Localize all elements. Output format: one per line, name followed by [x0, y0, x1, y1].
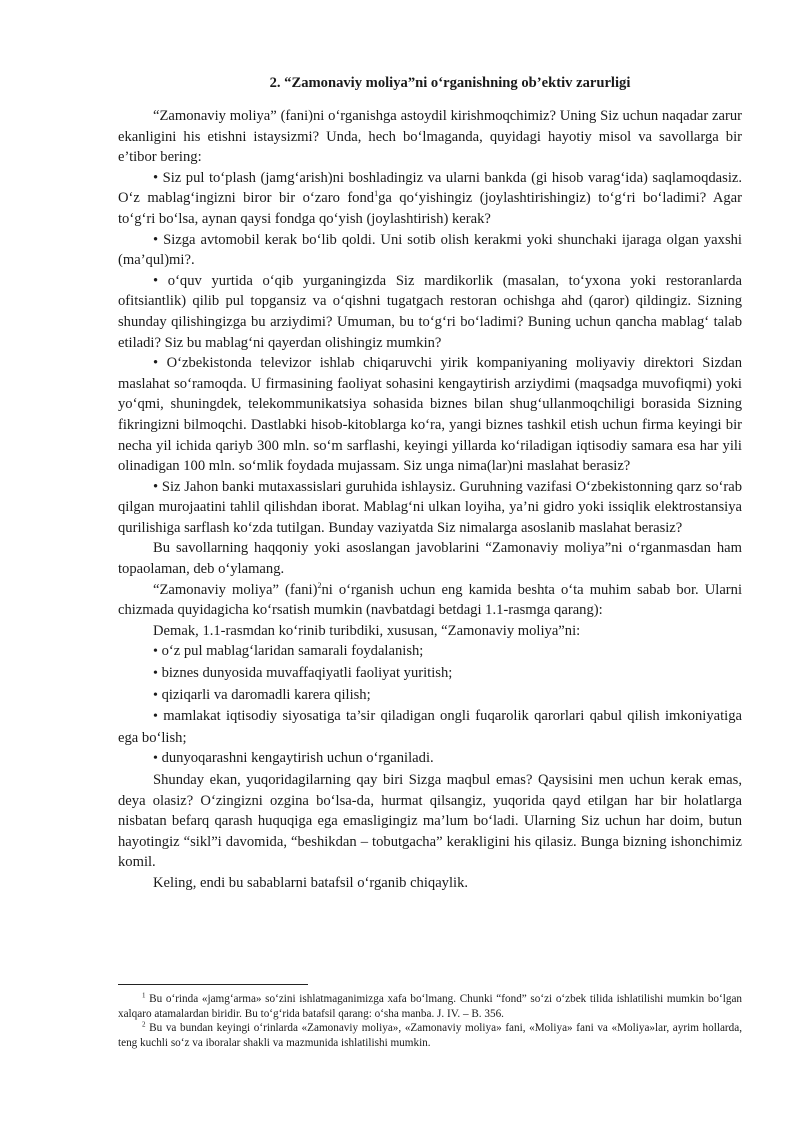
list-item-text: biznes dunyosida muvaffaqiyatli faoliyat yuritish;	[161, 665, 453, 682]
question-world-bank: • Siz Jahon banki mutaxassislari guruhida ishlaysiz. Guruhning vazifasi O‘zbekistonning qarz so‘rab qilgan murojaatini tahlil qilishdan iborat. Mablag‘ni ulkan loyiha, ya’ni gidro yoki issiqlik elektrostansiya qurilishiga sarflash ko‘zda tutilgan. Bunday vaziyatda Siz nimalarga asoslanib maslahat berasiz?	[118, 478, 742, 536]
demak-paragraph: Demak, 1.1-rasmdan ko‘rinib turibdiki, xususan, “Zamonaviy moliya”ni:	[153, 622, 581, 639]
footnote-2-text: Bu va bundan keyingi o‘rinlarda «Zamonaviy moliya», «Zamonaviy moliya» fani, «Moliya» fani va «Moliya»lar, ayrim hollarda, teng kuchli so‘z va iboralar shakli va mazmunida ishlatilishi mumkin.	[118, 1022, 742, 1049]
list-item	[118, 663, 742, 685]
list-item	[118, 706, 742, 748]
footnote-1	[118, 992, 742, 1021]
shunday-paragraph: Shunday ekan, yuqoridagilarning qay biri Sizga maqbul emas? Qaysisini men uchun kerak emas, deya olasiz? O‘zingizni ozgina bo‘lsa-da, hurmat qilsangiz, yuqorida qayd etilgan har bir holatlarga nisbatan befarq qarash huquqiga ega emasligingiz ma’lum bo‘ladi. Ularning Siz uchun har doim, butun hayotingiz “sikl”i davomida, “beshikdan – tobutgacha” kerakligini his qilasiz. Bunga bizning ishonchimiz komil.	[118, 772, 742, 871]
question-savings-text-a: • Siz pul to‘plash (jamg‘arish)ni boshladingiz va ularni bankda (gi hisob varag‘ida) saqlamoqdasiz. O‘z mablag‘ingizni biror bir o‘zaro fond	[118, 169, 742, 207]
list-item-text: dunyoqarashni kengaytirish uchun o‘rganiladi.	[161, 750, 434, 767]
bullet-icon: •	[153, 644, 158, 660]
footnote-1-marker: 1	[142, 991, 146, 1000]
list-item-text: o‘z pul mablag‘laridan samarali foydalanish;	[161, 643, 424, 660]
reasons-paragraph	[118, 580, 742, 621]
question-tv-company: • O‘zbekistonda televizor ishlab chiqaruvchi yirik kompaniyaning moliyaviy direktori Sizdan maslahat so‘ramoqda. U firmasining faoliyat sohasini kengaytirish arziydimi (maqsadga muvofiqmi) yoki yo‘qmi, shuningdek, telekommunikatsiya sohasida biznes bilan shug‘ullanmoqchiligi borasida Sizning fikringizni bilmoqchi. Dastlabki hisob-kitoblarga ko‘ra, yangi biznes tashkil etish uchun firma keyingi bir necha yil ichida qariyb 300 mln. so‘m sarflashi, keyingi yillarda ko‘riladigan iqtisodiy samara esa har yili olinadigan 100 mln. so‘mlik foydada mujassam. Siz unga nima(lar)ni maslahat berasiz?	[118, 355, 742, 475]
question-savings-text-b: ga qo‘yishingiz (joylashtirishingiz) to‘g‘ri bo‘ladimi? Agar to‘g‘ri bo‘lsa, aynan qaysi fondga qo‘yish (joylashtirish) kerak?	[118, 190, 742, 227]
footnote-1-text: Bu o‘rinda «jamg‘arma» so‘zini ishlatmaganimizga xafa bo‘lmang. Chunki “fond” so‘zi o‘zbek tilida ishlatilishi mumkin bo‘lgan xalqaro atamalardan biridir. Bu to‘g‘rida batafsil qarang: o‘sha manba. J. IV. – B. 356.	[118, 993, 742, 1020]
intro-paragraph: “Zamonaviy moliya” (fani)ni o‘rganishga astoydil kirishmoqchimiz? Uning Siz uchun naqadar zarur ekanligini his etishni istaysizmi? Unda, hech bo‘lmaganda, quyidagi hayotiy misol va savollarga bir e’tibor bering:	[118, 108, 742, 166]
question-car: • Sizga avtomobil kerak bo‘lib qoldi. Uni sotib olish kerakmi yoki shunchaki ijaraga olgan yaxshi (ma’qul)mi?.	[118, 231, 742, 269]
footnote-2	[118, 1021, 742, 1050]
reasons-text-a: “Zamonaviy moliya” (fani)	[153, 581, 318, 598]
footnote-ref-2[interactable]: 2	[317, 580, 322, 590]
list-item-text: qiziqarli va daromadli karera qilish;	[161, 686, 371, 703]
section-heading: 2. “Zamonaviy moliya”ni o‘rganishning ob’ektiv zarurligi	[269, 75, 631, 91]
document-body	[118, 72, 742, 894]
footnotes	[118, 992, 742, 1050]
footnote-separator	[118, 984, 308, 985]
list-item-text: mamlakat iqtisodiy siyosatiga ta’sir qiladigan ongli fuqarolik qarorlari qabul qilish imkoniyatiga ega bo‘lish;	[118, 708, 742, 746]
bullet-icon: •	[153, 751, 158, 767]
answers-paragraph: Bu savollarning haqqoniy yoki asoslangan javoblarini “Zamonaviy moliya”ni o‘rganmasdan ham topaolaman, deb o‘ylamang.	[118, 540, 742, 578]
closing-paragraph: Keling, endi bu sabablarni batafsil o‘rganib chiqaylik.	[153, 874, 469, 891]
bullet-icon: •	[153, 666, 158, 682]
list-item	[118, 641, 742, 663]
reasons-text-b: ni o‘rganish uchun eng kamida beshta o‘ta muhim sabab bor. Ularni chizmada quyidagicha ko‘rsatish mumkin (navbatdagi betdagi 1.1-rasmga qarang):	[118, 581, 743, 619]
bullet-icon: •	[153, 709, 158, 725]
list-item	[118, 748, 742, 770]
bullet-icon: •	[153, 687, 158, 703]
footnote-ref-1[interactable]: 1	[374, 189, 379, 199]
footnote-2-marker: 2	[142, 1020, 146, 1029]
list-item	[118, 685, 742, 707]
question-restaurant: • o‘quv yurtida o‘qib yurganingizda Siz mardikorlik (masalan, to‘yxona yoki restoranlarda ofitsiantlik) qilib pul topgansiz va o‘qishni tugatgach restoran ochishga ahd (qaror) qildingiz. Sizning shunday qilishingizga bu arziydimi? Umuman, bu to‘g‘ri bo‘ladimi? Buning uchun qancha mablag‘ talab etiladi? Siz bu mablag‘ni qayerdan olishingiz mumkin?	[118, 272, 742, 351]
question-savings	[118, 168, 742, 230]
